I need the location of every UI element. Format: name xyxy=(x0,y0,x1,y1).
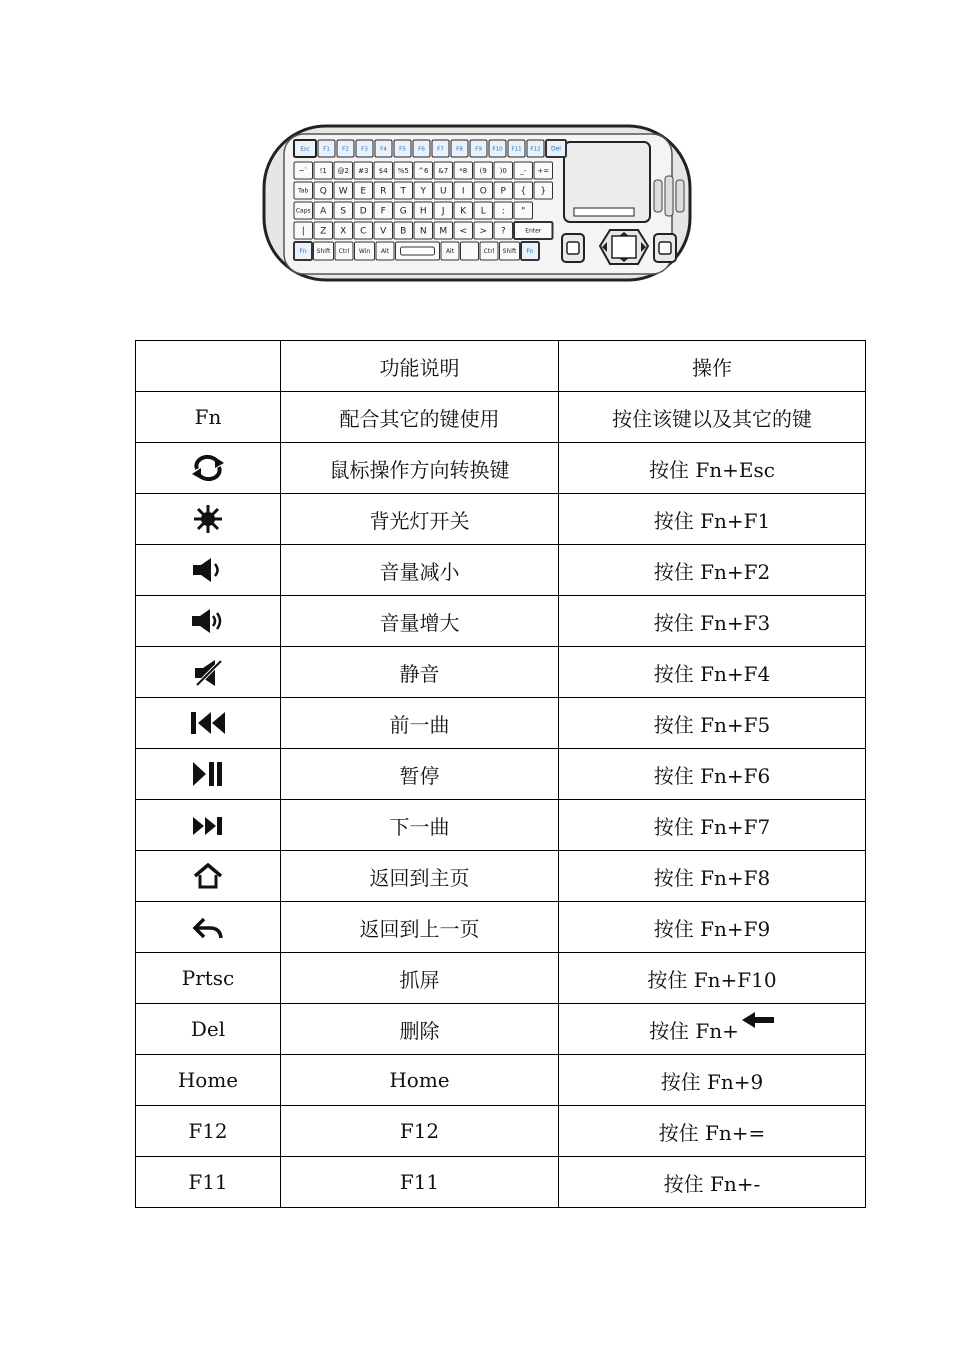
description-cell: F12 xyxy=(281,1106,559,1157)
operation-cell: 按住 Fn+F4 xyxy=(559,647,866,698)
key-cell: Fn xyxy=(136,392,281,443)
svg-text:*8: *8 xyxy=(459,166,468,175)
svg-text:Y: Y xyxy=(420,186,426,197)
number-row-key xyxy=(514,162,533,179)
header-cell xyxy=(136,341,281,392)
svg-text:F1: F1 xyxy=(323,146,330,153)
dpad xyxy=(600,230,648,264)
bottom-row-key xyxy=(335,242,353,260)
svg-text:&7: &7 xyxy=(438,166,449,175)
svg-text:R: R xyxy=(380,186,387,197)
table-row xyxy=(136,545,866,596)
table-row xyxy=(136,902,866,953)
letter-row-key xyxy=(414,222,433,239)
svg-text:": " xyxy=(521,206,526,217)
table-row xyxy=(136,800,866,851)
description-cell: 背光灯开关 xyxy=(281,494,559,545)
fn-row-key xyxy=(527,140,544,157)
letter-row-key xyxy=(494,182,513,199)
fn-row-key xyxy=(318,140,335,157)
key-cell xyxy=(136,443,281,494)
operation-cell: 按住 Fn+F6 xyxy=(559,749,866,800)
description-cell: 暂停 xyxy=(281,749,559,800)
bottom-row-key xyxy=(355,242,375,260)
home-icon xyxy=(193,863,223,887)
key-cell: F12 xyxy=(136,1106,281,1157)
description-cell: 静音 xyxy=(281,647,559,698)
svg-text:F11: F11 xyxy=(511,146,522,153)
svg-text:F7: F7 xyxy=(437,146,444,153)
key-cell xyxy=(136,698,281,749)
svg-text:!1: !1 xyxy=(319,166,327,175)
svg-text:$4: $4 xyxy=(378,166,388,175)
svg-text:W: W xyxy=(338,186,348,197)
fn-row-key xyxy=(337,140,354,157)
svg-text:}: } xyxy=(540,186,547,197)
description-cell: 抓屏 xyxy=(281,953,559,1004)
operation-cell: 按住 Fn+F3 xyxy=(559,596,866,647)
fn-row-key xyxy=(489,140,506,157)
operation-cell: 按住 Fn+F7 xyxy=(559,800,866,851)
svg-text:L: L xyxy=(480,206,486,217)
key-cell xyxy=(136,749,281,800)
bottom-row-key xyxy=(521,242,539,260)
backlight-icon xyxy=(193,506,223,530)
number-row-key xyxy=(314,162,333,179)
operation-cell xyxy=(559,1004,866,1055)
number-row-key xyxy=(534,162,553,179)
table-row xyxy=(136,1055,866,1106)
letter-row-key xyxy=(374,222,393,239)
svg-text:?: ? xyxy=(500,226,506,237)
operation-cell: 按住 Fn+F10 xyxy=(559,953,866,1004)
letter-row-key xyxy=(474,182,493,199)
letter-row-key xyxy=(294,222,313,239)
svg-text:F8: F8 xyxy=(456,146,463,153)
number-row-key xyxy=(434,162,453,179)
svg-text:Caps: Caps xyxy=(295,207,311,215)
svg-text:_-: _- xyxy=(520,166,527,175)
svg-text:>: > xyxy=(479,226,488,237)
description-cell: 鼠标操作方向转换键 xyxy=(281,443,559,494)
key-cell xyxy=(136,902,281,953)
svg-text:Shift: Shift xyxy=(502,248,517,255)
letter-row-key xyxy=(354,222,373,239)
table-row xyxy=(136,443,866,494)
svg-text:Q: Q xyxy=(319,186,327,197)
description-cell: 下一曲 xyxy=(281,800,559,851)
svg-text:F4: F4 xyxy=(380,146,387,153)
header-cell: 操作 xyxy=(559,341,866,392)
letter-row-key xyxy=(494,202,513,219)
key-cell: Prtsc xyxy=(136,953,281,1004)
operation-cell: 按住该键以及其它的键 xyxy=(559,392,866,443)
letter-row-key xyxy=(534,182,553,199)
operation-cell: 按住 Fn+F5 xyxy=(559,698,866,749)
number-row-key xyxy=(374,162,393,179)
svg-text:@2: @2 xyxy=(337,166,349,175)
bottom-row-key xyxy=(294,242,312,260)
letter-row-key xyxy=(354,202,373,219)
svg-text:F5: F5 xyxy=(399,146,406,153)
svg-text:M: M xyxy=(439,226,448,237)
svg-text:+=: += xyxy=(537,166,550,175)
svg-text::: : xyxy=(501,206,505,217)
svg-text:O: O xyxy=(479,186,487,197)
fn-row-key xyxy=(413,140,430,157)
table-row xyxy=(136,1004,866,1055)
description-cell: 返回到上一页 xyxy=(281,902,559,953)
letter-row-key xyxy=(394,202,413,219)
table-row xyxy=(136,1106,866,1157)
header-cell: 功能说明 xyxy=(281,341,559,392)
svg-text:Tab: Tab xyxy=(298,187,309,195)
svg-text:K: K xyxy=(460,206,467,217)
operation-cell: 按住 Fn+Esc xyxy=(559,443,866,494)
operation-text: 按住 Fn+ xyxy=(649,1018,739,1043)
play-pause-icon xyxy=(192,761,224,785)
back-arrow-icon xyxy=(192,914,224,938)
letter-row-key xyxy=(394,222,413,239)
description-cell: Home xyxy=(281,1055,559,1106)
svg-text:Enter: Enter xyxy=(525,227,542,235)
svg-text:~`: ~` xyxy=(298,166,308,175)
svg-text:F: F xyxy=(380,206,386,217)
letter-row-key xyxy=(454,182,473,199)
table-row xyxy=(136,392,866,443)
description-cell: 返回到主页 xyxy=(281,851,559,902)
svg-text:<: < xyxy=(459,226,468,237)
svg-text:J: J xyxy=(441,206,445,217)
svg-text:D: D xyxy=(359,206,367,217)
number-row-key xyxy=(334,162,353,179)
svg-text:F6: F6 xyxy=(418,146,425,153)
svg-text:F3: F3 xyxy=(361,146,368,153)
table-header-row xyxy=(136,341,866,392)
next-track-icon xyxy=(192,813,224,837)
letter-row-key xyxy=(514,202,533,219)
svg-text:C: C xyxy=(360,226,367,237)
key-cell: Home xyxy=(136,1055,281,1106)
fn-row-key xyxy=(294,140,316,157)
bottom-row-key xyxy=(500,242,520,260)
keyboard-illustration xyxy=(262,124,692,284)
operation-cell: 按住 Fn+F1 xyxy=(559,494,866,545)
operation-cell: 按住 Fn+F9 xyxy=(559,902,866,953)
operation-cell: 按住 Fn+- xyxy=(559,1157,866,1208)
table-row xyxy=(136,698,866,749)
bottom-row-key xyxy=(441,242,459,260)
svg-text:F12: F12 xyxy=(530,146,541,153)
description-cell: 配合其它的键使用 xyxy=(281,392,559,443)
number-row-key xyxy=(394,162,413,179)
fn-row-key xyxy=(508,140,525,157)
svg-text:F9: F9 xyxy=(475,146,482,153)
svg-text:F10: F10 xyxy=(492,146,503,153)
description-cell: 删除 xyxy=(281,1004,559,1055)
volume-up-icon xyxy=(191,608,225,632)
letter-row-key xyxy=(314,182,333,199)
number-row-key xyxy=(474,162,493,179)
letter-row-key xyxy=(394,182,413,199)
table-row xyxy=(136,596,866,647)
svg-text:Fn: Fn xyxy=(526,248,534,255)
number-row-key xyxy=(294,162,313,179)
key-cell xyxy=(136,647,281,698)
svg-text:A: A xyxy=(320,206,327,217)
svg-text:N: N xyxy=(419,226,427,237)
svg-text:E: E xyxy=(360,186,367,197)
svg-text:G: G xyxy=(399,206,407,217)
letter-row-key xyxy=(454,202,473,219)
letter-row-key xyxy=(414,182,433,199)
letter-row-key xyxy=(294,202,313,219)
letter-row-key xyxy=(294,182,313,199)
bottom-row-key xyxy=(376,242,394,260)
key-cell xyxy=(136,545,281,596)
svg-text:#3: #3 xyxy=(358,166,369,175)
letter-row-key xyxy=(374,202,393,219)
svg-text:)0: )0 xyxy=(499,166,507,175)
svg-text:V: V xyxy=(380,226,387,237)
svg-text:Alt: Alt xyxy=(445,248,455,255)
svg-text:S: S xyxy=(340,206,347,217)
function-key-table xyxy=(135,340,866,1208)
svg-text:Z: Z xyxy=(320,226,327,237)
mouse-direction-switch-icon xyxy=(191,455,225,479)
svg-text:Win: Win xyxy=(358,248,371,255)
svg-text:Shift: Shift xyxy=(316,248,331,255)
svg-text:{: { xyxy=(520,186,527,197)
svg-text:F2: F2 xyxy=(342,146,349,153)
svg-text:P: P xyxy=(500,186,506,197)
key-cell: F11 xyxy=(136,1157,281,1208)
svg-text:|: | xyxy=(301,226,305,237)
mouse-right-button xyxy=(654,234,676,262)
side-indicators xyxy=(654,176,684,216)
fn-row-key xyxy=(375,140,392,157)
backspace-arrow-icon xyxy=(741,1010,775,1034)
mouse-left-button xyxy=(562,234,584,262)
description-cell: 前一曲 xyxy=(281,698,559,749)
key-cell xyxy=(136,851,281,902)
number-row-key xyxy=(414,162,433,179)
letter-row-key xyxy=(354,182,373,199)
letter-row-key xyxy=(474,222,493,239)
key-cell xyxy=(136,800,281,851)
svg-text:T: T xyxy=(400,186,406,197)
letter-row-key xyxy=(454,222,473,239)
table-row xyxy=(136,749,866,800)
volume-down-icon xyxy=(192,557,224,581)
letter-row-key xyxy=(514,182,533,199)
svg-text:H: H xyxy=(419,206,427,217)
letter-row-key xyxy=(334,182,353,199)
svg-text:Alt: Alt xyxy=(380,248,390,255)
svg-text:Del: Del xyxy=(551,145,561,153)
fn-row-key xyxy=(356,140,373,157)
key-cell xyxy=(136,494,281,545)
letter-row-key xyxy=(434,222,453,239)
svg-text:B: B xyxy=(400,226,407,237)
fn-row-key xyxy=(470,140,487,157)
letter-row-key xyxy=(374,182,393,199)
table-row xyxy=(136,851,866,902)
description-cell: F11 xyxy=(281,1157,559,1208)
description-cell: 音量增大 xyxy=(281,596,559,647)
svg-text:Fn: Fn xyxy=(299,248,307,255)
fn-row-key xyxy=(432,140,449,157)
letter-row-key xyxy=(434,182,453,199)
svg-text:Ctrl: Ctrl xyxy=(483,248,495,255)
keyboard-drawing xyxy=(262,124,692,284)
number-row-key xyxy=(494,162,513,179)
table-row xyxy=(136,953,866,1004)
letter-row-key xyxy=(314,222,333,239)
key-cell xyxy=(136,596,281,647)
operation-cell: 按住 Fn+F8 xyxy=(559,851,866,902)
table-row xyxy=(136,647,866,698)
svg-text:(9: (9 xyxy=(479,166,487,175)
mute-icon xyxy=(193,659,223,683)
key-cell: Del xyxy=(136,1004,281,1055)
description-cell: 音量减小 xyxy=(281,545,559,596)
operation-cell: 按住 Fn+9 xyxy=(559,1055,866,1106)
operation-cell: 按住 Fn+= xyxy=(559,1106,866,1157)
bottom-row-key xyxy=(480,242,498,260)
table-row xyxy=(136,1157,866,1208)
letter-row-key xyxy=(314,202,333,219)
enter-key xyxy=(514,222,553,239)
operation-cell: 按住 Fn+F2 xyxy=(559,545,866,596)
letter-row-key xyxy=(474,202,493,219)
svg-text:U: U xyxy=(439,186,447,197)
touchpad-scroll-bar xyxy=(574,208,634,216)
previous-track-icon xyxy=(190,710,226,734)
del-key xyxy=(546,140,566,157)
svg-text:Ctrl: Ctrl xyxy=(338,248,350,255)
letter-row-key xyxy=(494,222,513,239)
svg-text:%5: %5 xyxy=(397,166,409,175)
svg-text:Esc: Esc xyxy=(300,146,310,153)
svg-text:I: I xyxy=(461,186,465,197)
svg-text:^6: ^6 xyxy=(418,166,429,175)
fn-row-key xyxy=(394,140,411,157)
letter-row-key xyxy=(334,202,353,219)
table-row xyxy=(136,494,866,545)
letter-row-key xyxy=(334,222,353,239)
bottom-row-key xyxy=(461,242,479,260)
number-row-key xyxy=(354,162,373,179)
fn-row-key xyxy=(451,140,468,157)
bottom-row-key xyxy=(314,242,334,260)
letter-row-key xyxy=(414,202,433,219)
letter-row-key xyxy=(434,202,453,219)
number-row-key xyxy=(454,162,473,179)
svg-text:X: X xyxy=(340,226,347,237)
